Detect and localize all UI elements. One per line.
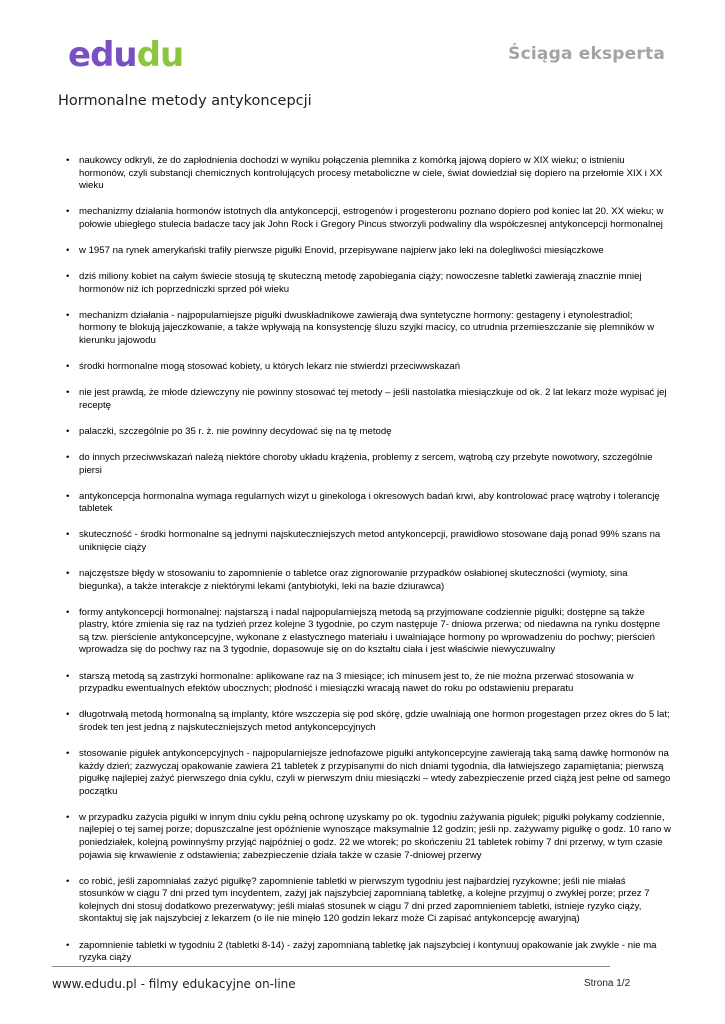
list-item-text: najczęstsze błędy w stosowaniu to zapomnienie o tabletce oraz zignorowanie przypadków osłabionej skuteczności (wymioty, sina biegunka), a także interakcje z niektórymi lekami (antybiotyki, leki na bazie dziurawca) (79, 567, 628, 592)
list-item (66, 529, 672, 554)
footer-divider (52, 966, 610, 967)
page-title: Hormonalne metody antykoncepcji (58, 93, 312, 109)
bullet-list (66, 155, 672, 965)
list-item (66, 940, 672, 965)
bullet-icon: • (66, 244, 70, 256)
list-item (66, 387, 672, 412)
list-item-text: skuteczność - środki hormonalne są jednymi najskuteczniejszych metod antykoncepcji, prawidłowo stosowane dają ponad 99% szans na uniknięcie ciąży (79, 529, 661, 553)
list-item (66, 607, 672, 657)
list-item-text: co robić, jeśli zapomniałaś zażyć pigułkę? zapomnienie tabletki w pierwszym tygodniu jest najbardziej ryzykowne; jeśli nie miałaś stosunków w ciągu 7 dni przed tym incydentem, zażyj jak najszybciej zapomnianą tabletkę, a kolejne przyjmuj o zwykłej porze; przez 7 kolejnych dni stosuj dodatkowo prezerwatywy; jeśli miałaś stosunek w ciągu 7 dni przed zapomnieniem tabletki, istnieje ryzyko ciąży, skontaktuj się jak najszybciej z lekarzem (o ile nie minęło 120 godzin lekarz może Ci zapisać antykoncepcję awaryjną) (79, 875, 650, 925)
list-item-text: mechanizm działania - najpopularniejsze pigułki dwuskładnikowe zawierają dwa syntetyczne hormony: gestageny i etynolestradiol; hormony te blokują jajeczkowanie, a także wpływają na konsystencję śluzu szyjki macicy, co utrudnia przemieszczanie się plemników w kierunku jajowodu (79, 309, 655, 346)
list-item-text: dziś miliony kobiet na całym świecie stosują tę skuteczną metodę zapobiegania ciąży; nowoczesne tabletki zawierają znacznie mniej hormonów niż ich poprzedniczki sprzed pół wieku (79, 271, 642, 295)
list-item (66, 876, 672, 926)
bullet-icon: • (66, 529, 70, 541)
list-item-text: w 1957 na rynek amerykański trafiły pierwsze pigułki Enovid, przepisywane najpierw jako leki na dolegliwości miesiączkowe (79, 244, 604, 256)
list-item-text: długotrwałą metodą hormonalną są implanty, które wszczepia się pod skórę, gdzie uwalniają one hormon progestagen przez okres do 5 lat; środek ten jest jedną z najskuteczniejszych metod antykoncepcyjnych (79, 709, 670, 733)
list-item-text: nie jest prawdą, że młode dziewczyny nie powinny stosować tej metody – jeśli nastolatka miesiączkuje od ok. 2 lat lekarz może wypisać jej receptę (79, 387, 667, 411)
bullet-icon: • (66, 747, 70, 759)
bullet-icon: • (66, 875, 70, 887)
footer-site-link[interactable]: www.edudu.pl - filmy edukacyjne on-line (52, 977, 296, 991)
bullet-icon: • (66, 709, 70, 721)
bullet-icon: • (66, 490, 70, 502)
page-number: Strona 1/2 (584, 978, 631, 989)
bullet-icon: • (66, 387, 70, 399)
list-item-text: w przypadku zażycia pigułki w innym dniu cyklu pełną ochronę uzyskamy po ok. tygodniu zażywania pigułek; pigułki połykamy codziennie, najlepiej o tej samej porze; dopuszczalne jest opóźnienie wynoszące maksymalnie 12 godzin; jeśli np. zażywamy pigułkę o godz. 10 rano w poniedziałek, kolejną powinnyśmy przyjąć najpóźniej o godz. 22 we wtorek; po skończeniu 21 tabletek robimy 7 dni przerwy, w tym czasie pojawia się krwawienie z odstawienia; zabezpieczenie działa także w czasie 7-dniowej przerwy (79, 811, 671, 861)
list-item (66, 310, 672, 348)
bullet-icon: • (66, 155, 70, 166)
tagline: Ściąga eksperta (508, 44, 665, 64)
bullet-icon: • (66, 309, 70, 321)
bullet-icon: • (66, 606, 70, 618)
bullet-icon: • (66, 361, 70, 373)
list-item-text: środki hormonalne mogą stosować kobiety, u których lekarz nie stwierdzi przeciwwskazań (79, 361, 461, 373)
bullet-icon: • (66, 271, 70, 283)
list-item-text: stosowanie pigułek antykoncepcyjnych - najpopularniejsze jednofazowe pigułki antykoncepcyjne zawierają taką samą dawkę hormonów na każdy dzień; zazwyczaj opakowanie zawiera 21 tabletek z przypisanymi do nich dniami tygodnia, dla łatwiejszego zapamiętania; pierwszą pigułkę najlepiej zażyć pierwszego dnia cyklu, czyli w pierwszym dniu miesiączki – wtedy zabezpieczenie przed ciążą jest pełne od samego początku (79, 747, 671, 797)
list-item-text: formy antykoncepcji hormonalnej: najstarszą i nadal najpopularniejszą metodą są przyjmowane codziennie pigułki; dostępne są także plastry, które zmienia się raz na tydzień przez kolejne 3 tygodnie, po czym następuje 7- dniowa przerwa; od niedawna na rynku dostępne są tzw. pierścienie antykoncepcyjne, wykonane z elastycznego materiału i uwalniające hormony po wprowadzeniu do pochwy; pierścień wprowadza się do pochwy raz na 3 tygodnie, dopasowuje się on do kształtu ciała i jest właściwie niewyczuwalny (79, 606, 661, 656)
bullet-icon: • (66, 567, 70, 579)
list-item (66, 426, 672, 439)
list-item-text: do innych przeciwwskazań należą niektóre choroby układu krążenia, problemy z sercem, wątrobą czy przebyte nowotwory, szczególnie piersi (79, 451, 653, 476)
list-item-text: naukowcy odkryli, że do zapłodnienia dochodzi w wyniku połączenia plemnika z komórką jajową dopiero w XIX wieku; o istnieniu hormonów, czyli substancji chemicznych kontrolujących procesy metaboliczne w ciele, świat dowiedział się dopiero na przełomie XIX i XX wieku (79, 155, 663, 192)
list-item (66, 206, 672, 231)
list-item (66, 748, 672, 798)
list-item (66, 671, 672, 696)
list-item-text: zapomnienie tabletki w tygodniu 2 (tabletki 8-14) - zażyj zapomnianą tabletkę jak najszybciej i kontynuuj opakowanie jak zwykle - nie ma ryzyka ciąży (79, 939, 657, 964)
list-item (66, 568, 672, 593)
list-item (66, 271, 672, 296)
bullet-icon: • (66, 206, 70, 218)
bullet-icon: • (66, 811, 70, 823)
list-item (66, 361, 672, 374)
bullet-icon: • (66, 670, 70, 682)
list-item (66, 491, 672, 516)
list-item-text: mechanizmy działania hormonów istotnych dla antykoncepcji, estrogenów i progesteronu poznano dopiero pod koniec lat 20. XX wieku; w połowie ubiegłego stulecia badacze tacy jak John Rock i Gregory Pincus stworzyli podwaliny dla współczesnej antykoncepcji hormonalnej (79, 206, 664, 230)
edudu-logo[interactable] (58, 32, 188, 76)
list-item-text: starszą metodą są zastrzyki hormonalne: aplikowane raz na 3 miesiące; ich minusem jest to, że nie można przerwać stosowania w przypadku ewentualnych efektów ubocznych; płodność i miesiączki wracają nawet do roku po odstawieniu preparatu (79, 670, 634, 695)
list-item (66, 452, 672, 477)
bullet-icon: • (66, 939, 70, 951)
list-item (66, 812, 672, 862)
list-item-text: palaczki, szczególnie po 35 r. ż. nie powinny decydować się na tę metodę (79, 425, 392, 437)
bullet-icon: • (66, 425, 70, 437)
list-item-text: antykoncepcja hormonalna wymaga regularnych wizyt u ginekologa i okresowych badań krwi, aby kontrolować pracę wątroby i tolerancję tabletek (79, 490, 660, 515)
list-item (66, 155, 672, 193)
list-item (66, 709, 672, 734)
document-body (66, 155, 672, 978)
list-item (66, 245, 672, 258)
bullet-icon: • (66, 451, 70, 463)
svg-text:edudu: edudu (68, 35, 184, 75)
